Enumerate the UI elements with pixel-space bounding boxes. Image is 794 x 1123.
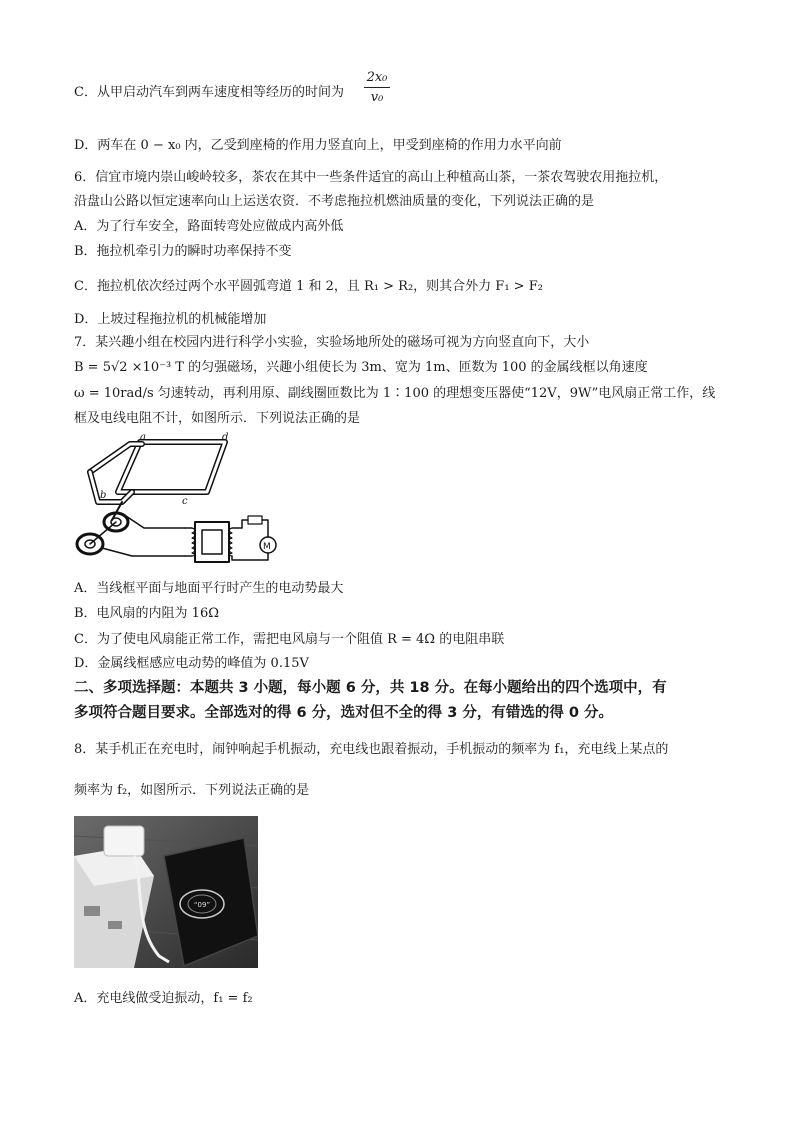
question-6-stem-1: 6．信宜市境内崇山峻岭较多，茶农在其中一些条件适宜的高山上种植高山茶，一茶农驾驶农用拖拉机，: [74, 170, 668, 185]
option-5c: C．从甲启动汽车到两车速度相等经历的时间为: [74, 85, 344, 100]
phone-charging-photo: [74, 816, 258, 968]
phone-charging-illustration: [74, 816, 258, 968]
option-7a: A．当线框平面与地面平行时产生的电动势最大: [74, 581, 344, 596]
option-5d: D．两车在 0 − x₀ 内，乙受到座椅的作用力竖直向上，甲受到座椅的作用力水平向前: [74, 138, 562, 153]
fraction-denominator: v₀: [370, 90, 384, 105]
question-8-stem-2: 频率为 f₂，如图所示．下列说法正确的是: [74, 783, 310, 798]
option-6a: A．为了行车安全，路面转弯处应做成内高外低: [74, 219, 344, 234]
coil-transformer-figure: [70, 432, 280, 567]
section-2-heading-1: 二、多项选择题：本题共 3 小题，每小题 6 分，共 18 分。在每小题给出的四个选项中，有: [74, 680, 667, 696]
question-7-stem-1: 7．某兴趣小组在校园内进行科学小实验，实验场地所处的磁场可视为方向竖直向下，大小: [74, 335, 590, 350]
question-8-stem-1: 8．某手机正在充电时，闹钟响起手机振动，充电线也跟着振动，手机振动的频率为 f₁，充电线上某点的: [74, 742, 669, 757]
option-6d: D．上坡过程拖拉机的机械能增加: [74, 312, 267, 327]
option-7b: B．电风扇的内阻为 16Ω: [74, 606, 220, 621]
fraction-2x0-over-v0: [364, 70, 390, 105]
question-6-stem-2: 沿盘山公路以恒定速率向山上运送农资．不考虑拖拉机燃油质量的变化，下列说法正确的是: [74, 194, 595, 209]
option-6b: B．拖拉机牵引力的瞬时功率保持不变: [74, 244, 292, 259]
coil-label-b: b: [100, 490, 107, 501]
coil-label-d: d: [222, 432, 229, 443]
coil-label-c: c: [182, 496, 188, 507]
option-6c: C．拖拉机依次经过两个水平圆弧弯道 1 和 2，且 R₁ > R₂，则其合外力 F₁ > F₂: [74, 279, 543, 294]
option-7d: D．金属线框感应电动势的峰值为 0.15V: [74, 656, 309, 671]
motor-label: M: [263, 542, 271, 552]
option-7c: C．为了使电风扇能正常工作，需把电风扇与一个阻值 R = 4Ω 的电阻串联: [74, 632, 505, 647]
coil-label-a: a: [140, 432, 146, 443]
question-7-stem-4: 框及电线电阻不计，如图所示．下列说法正确的是: [74, 411, 361, 426]
phone-screen-text: “09”: [193, 901, 211, 909]
fraction-numerator: 2x₀: [364, 70, 390, 88]
question-7-stem-2: B = 5√2 ×10⁻³ T 的匀强磁场，兴趣小组使长为 3m、宽为 1m、匝数为 100 的金属线框以角速度: [74, 360, 648, 375]
option-8a: A．充电线做受迫振动，f₁ = f₂: [74, 991, 253, 1006]
question-7-stem-3: ω = 10rad/s 匀速转动，再利用原、副线圈匝数比为 1∶100 的理想变压器使“12V，9W”电风扇正常工作，线: [74, 386, 716, 401]
section-2-heading-2: 多项符合题目要求。全部选对的得 6 分，选对但不全的得 3 分，有错选的得 0 分。: [74, 705, 614, 721]
